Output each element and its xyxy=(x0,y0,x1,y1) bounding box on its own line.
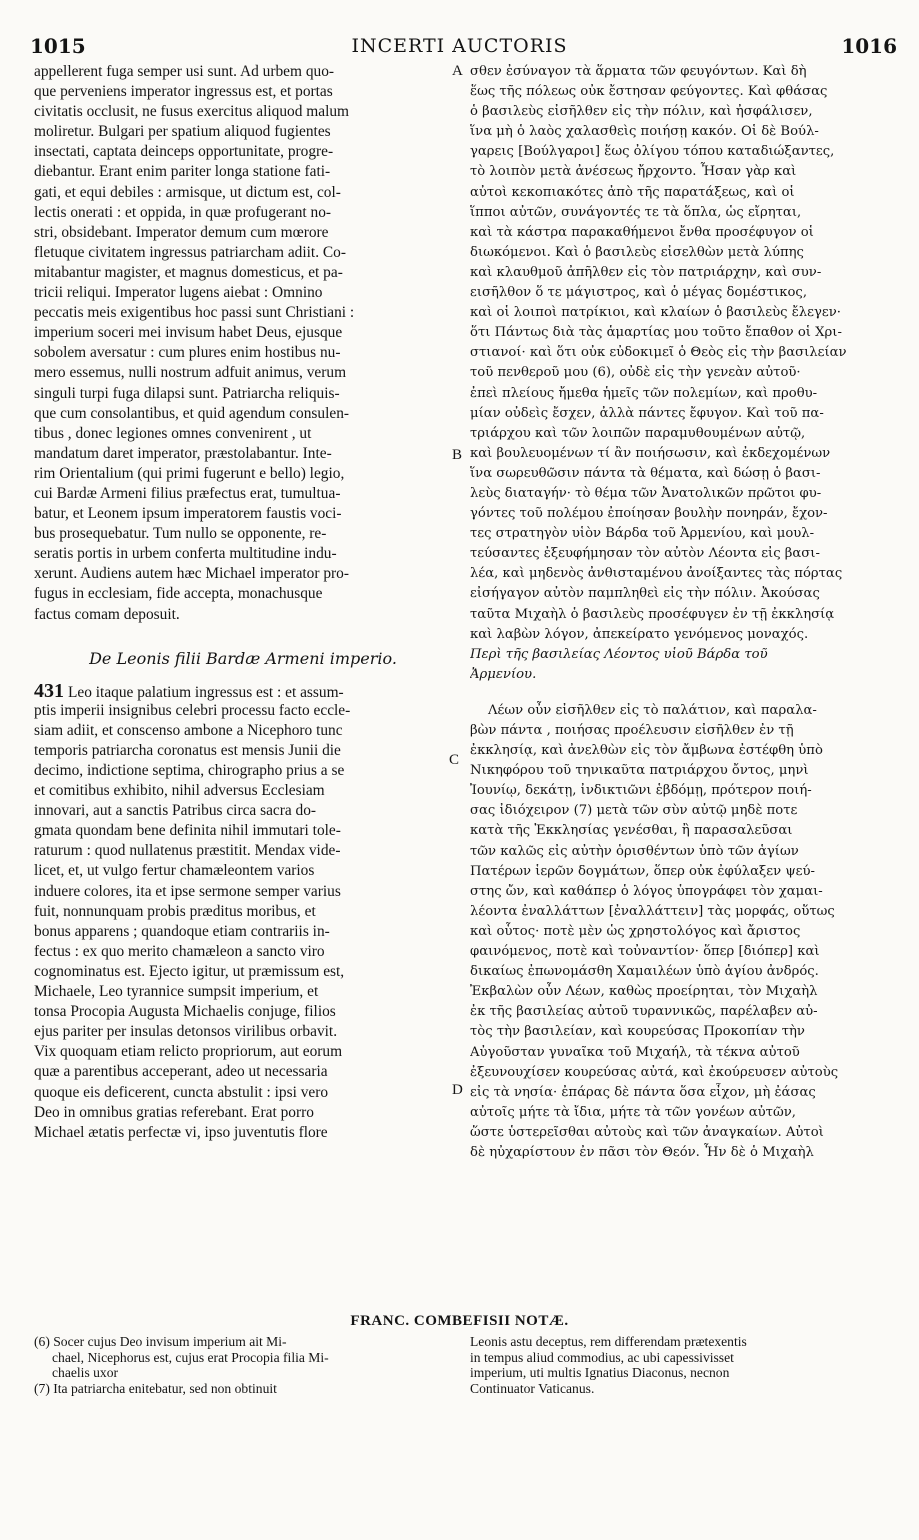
text-line: Πατέρων ἱερῶν δογμάτων, ὅπερ οὐκ ἐφύλαξεν ψεύ- xyxy=(470,863,815,879)
text-line: τεύσαντες ἐξευφήμησαν τὸν αὐτὸν Λέοντα εἰς βασι- xyxy=(470,546,820,562)
text-line: que cum consolantibus, et quid agendum consulen- xyxy=(34,404,350,422)
text-line: καὶ βουλευομένων τί ἂν ποιήσωσιν, καὶ ἐκδεχομένων xyxy=(470,445,831,461)
text-line: tibus , donec legiones omnes convenirent , ut xyxy=(34,424,312,442)
text-line: Vix quoquam etiam relicto propriorum, aut eorum xyxy=(34,1043,343,1061)
margin-marker-b: B xyxy=(452,447,463,463)
text-line: στης ὤν, καὶ καθάπερ ὁ λόγος ὑπογράφει τὸν χαμαι- xyxy=(470,883,823,899)
text-line: φαινόμενος, ποτὲ καὶ τοὐναντίον· ὅπερ [διόπερ] καὶ xyxy=(470,944,820,960)
text-line: appellerent fuga semper usi sunt. Ad urbem quo- xyxy=(34,63,335,80)
text-line: cui Bardæ Armeni filius præfectus erat, tumultua- xyxy=(34,484,341,502)
text-line: Αὐγοῦσταν γυναῖκα τοῦ Μιχαήλ, τὰ τέκνα αὐτοῦ xyxy=(470,1044,800,1060)
text-line: δὲ ηὐχαρίστουν ἐν πᾶσι τὸν Θεόν. Ἦν δὲ ὁ Μιχαὴλ xyxy=(470,1144,814,1160)
text-line: τοῦ πενθεροῦ μου (6), οὐδὲ εἰς τὴν γενεὰν αὐτοῦ· xyxy=(470,365,801,381)
text-line: xerunt. Audiens autem hæc Michael imperator pro- xyxy=(34,565,349,583)
section-title-line: Ἀρμενίου. xyxy=(470,666,537,682)
text-line: γόντες τοῦ πολέμου ἐποίησαν βουλὴν πονηράν, ἔχον- xyxy=(470,506,828,522)
text-line: gmata quondam bene definita nihil immutari tole- xyxy=(34,822,341,840)
text-line: innovari, aut a sanctis Patribus circa sacra do- xyxy=(34,802,317,820)
text-line: bus prosequebatur. Tum nullo se opponente, re- xyxy=(34,525,327,543)
text-line: τῶν καλῶς εἰς αὐτὴν ὁρισθέντων ὑπὸ τῶν ἁγίων xyxy=(470,843,799,859)
running-header xyxy=(0,34,919,60)
text-line: quæ a parentibus acceperant, adeo ut necessaria xyxy=(34,1063,328,1081)
text-line: λεὺς διαταγήν· τὸ θέμα τῶν Ἀνατολικῶν πρῶτοι φυ- xyxy=(470,485,822,501)
text-line: σθεν ἐσύναγον τὰ ἅρματα τῶν φευγόντων. Καὶ δὴ xyxy=(470,64,807,79)
text-line: ὥστε ὑστερεῖσθαι αὐτοὺς καὶ τῶν ἀναγκαίων. Αὐτοὶ xyxy=(470,1124,824,1140)
text-line: Ἐκβαλὼν οὖν Λέων, καθὼς προείρηται, τὸν Μιχαὴλ xyxy=(470,984,818,1000)
text-line-content: Leo itaque palatium ingressus est : et assum- xyxy=(68,683,344,701)
text-line: καὶ οὗτος· ποτὲ μὲν ὡς χρηστολόγος καὶ ἄριστος xyxy=(470,923,801,939)
text-line: moliretur. Bulgari per spatium aliquod fugientes xyxy=(34,123,331,141)
text-line: stri, obsidebant. Imperator demum cum mœrore xyxy=(34,223,329,241)
notes-heading: FRANC. COMBEFISII NOTÆ. xyxy=(350,1313,569,1329)
notes-right-column xyxy=(470,1334,888,1396)
text-line: λέοντα ἐναλλάττων [ἐναλλάττειν] τὰς μορφάς, οὕτως xyxy=(470,903,835,919)
text-line: insectati, captata deinceps opportunitate, progre- xyxy=(34,143,334,161)
text-line: Λέων οὖν εἰσῆλθεν εἰς τὸ παλάτιον, καὶ παραλα- xyxy=(488,702,817,718)
margin-marker-d: D xyxy=(452,1082,463,1098)
section-number: 431 xyxy=(34,680,64,701)
text-line: εἰς τὰ νησία· ἐπάρας δὲ πάντα ὅσα εἶχον, μὴ ἐάσας xyxy=(470,1084,816,1100)
text-line: decimo, indictione septima, chirographo prius a se xyxy=(34,762,345,779)
note-line: (6) Socer cujus Deo invisum imperium ait Mi- xyxy=(34,1334,287,1349)
text-line: bonus apparens ; quandoque etiam contrariis in- xyxy=(34,922,330,940)
text-line: tonsa Procopia Augusta Michaelis conjuge, filios xyxy=(34,1003,336,1021)
greek-column xyxy=(470,62,885,1163)
margin-marker-a: A xyxy=(452,63,463,79)
text-line: diebantur. Erant enim pariter longa statione fati- xyxy=(34,163,331,181)
latin-section-title: De Leonis filii Bardæ Armeni imperio. xyxy=(89,648,397,668)
text-line: διωκόμενοι. Καὶ ὁ βασιλεὺς εἰσελθὼν μετὰ λύπης xyxy=(470,244,804,260)
text-line: ἐπεὶ πλείους ἤμεθα ἡμεῖς τῶν πολεμίων, καὶ προθυ- xyxy=(470,385,818,401)
text-line: factus comam deposuit. xyxy=(34,605,180,623)
latin-column xyxy=(34,62,452,1143)
text-line: ἐκ τῆς βασιλείας αὐτοῦ τυραννικῶς, παρέλαβεν αὐ- xyxy=(470,1004,818,1020)
running-title: INCERTI AUCTORIS xyxy=(351,35,568,57)
text-line: induere colores, ita et ipse sermone semper varius xyxy=(34,882,341,900)
text-line: καὶ λαβὼν λόγον, ἀπεκείρατο γενόμενος μοναχός. xyxy=(470,626,809,642)
text-line: ἕως τῆς πόλεως οὐκ ἔστησαν φεύγοντες. Καὶ φθάσας xyxy=(470,84,828,100)
text-line: fectus : ex quo merito chamæleon a sancto viro xyxy=(34,942,325,960)
text-line: cognominatus est. Ejecto igitur, ut præmissum est, xyxy=(34,962,345,980)
text-line: Michaele, Leo tyrannice sumpsit imperium, et xyxy=(34,983,319,1001)
text-line: καὶ οἱ λοιποὶ πατρίκιοι, καὶ κλαίων ὁ βασιλεὺς ἔλεγεν· xyxy=(470,305,841,321)
greek-section-title xyxy=(470,645,885,685)
text-line: ἐκκλησίᾳ, καὶ ἀνελθὼν εἰς τὸν ἄμβωνα ἐστέφθη ὑπὸ xyxy=(470,743,823,759)
text-line: ὅτι Πάντως διὰ τὰς ἁμαρτίας μου τοῦτο ἔπαθον οἱ Χρι- xyxy=(470,325,842,341)
text-line: peccatis meis exigentibus hoc passi sunt Christiani : xyxy=(34,304,355,322)
text-line: mero essemus, nulli nostrum adfuit animus, verum xyxy=(34,364,347,382)
page-number-right: 1016 xyxy=(841,34,897,58)
text-line: ἐξευνουχίσεν κουρεύσας αὐτά, καὶ ἐκούρευσεν αὐτοὺς xyxy=(470,1064,839,1080)
note-line: chaelis uxor xyxy=(52,1365,119,1380)
text-line: δικαίως ἐπωνομάσθη Χαμαιλέων ὑπὸ ἁγίου ἀνδρός. xyxy=(470,964,819,980)
text-line: sobolem aversatur : cum plures enim hostibus nu- xyxy=(34,344,341,362)
greek-bottom-text xyxy=(470,701,885,1163)
text-line: mitabantur magister, et magnus domesticus, et pa- xyxy=(34,263,343,281)
text-line: Νικηφόρου τοῦ τηνικαῦτα πατριάρχου ὄντος, μηνὶ xyxy=(470,763,809,779)
text-line xyxy=(34,681,452,701)
text-line: ptis imperii insignibus celebri processu facto eccle- xyxy=(34,701,351,719)
text-line: temporis patriarcha coronatus est mensis Junii die xyxy=(34,741,341,759)
text-line: τες στρατηγὸν υἱὸν Βάρδα τοῦ Ἀρμενίου, καὶ μουλ- xyxy=(470,526,815,542)
text-line: τὸς τὴν βασιλείαν, καὶ κουρεύσας Προκοπίαν τὴν xyxy=(470,1024,805,1040)
text-line: Michael ætatis perfectæ vi, ipso juventutis flore xyxy=(34,1123,328,1141)
text-line: καὶ τὰ κάστρα παρακαθήμενοι ἔνθα προσέφυγον οἱ xyxy=(470,224,814,240)
text-line: αὐτοὶ κεκοπιακότες ἀπὸ τῆς παρατάξεως, καὶ οἱ xyxy=(470,184,795,200)
text-line: ejus pariter per insulas detonsos virilibus orbavit. xyxy=(34,1023,338,1041)
text-line: γαρεις [Βούλγαροι] ἕως ὀλίγου τόπου καταδιώξαντες, xyxy=(470,144,835,160)
text-line: ἵνα σωρευθῶσιν πάντα τὰ θέματα, καὶ δώσῃ ὁ βασι- xyxy=(470,465,821,481)
text-line: licet, et, ut vulgo fertur chamæleontem varios xyxy=(34,862,315,880)
text-line: fugus in ecclesiam, fide accepta, monachusque xyxy=(34,585,323,603)
note-line: Leonis astu deceptus, rem differendam prætexentis xyxy=(470,1334,747,1349)
text-line: ὁ βασιλεὺς εἰσῆλθεν εἰς τὴν πόλιν, καὶ ἠσφάλισεν, xyxy=(470,104,813,120)
text-line: gati, et equi debiles : armisque, ut dictum est, col- xyxy=(34,183,341,201)
text-line: τὸ λοιπὸν μετὰ ἀνέσεως ἤρχοντο. Ἦσαν γὰρ καὶ xyxy=(470,164,797,180)
text-line: αὐτοῖς μήτε τὰ ἴδια, μήτε τὰ τῶν γονέων αὐτῶν, xyxy=(470,1104,796,1120)
text-line: quoque eis deficerent, cuncta abstulit : ipsi vero xyxy=(34,1083,329,1101)
page-number-left: 1015 xyxy=(30,34,86,58)
note-line: imperium, uti multis Ignatius Diaconus, necnon xyxy=(470,1365,730,1380)
text-line: εισῆλθον ὅ τε μάγιστρος, καὶ ὁ μέγας δομέστικος, xyxy=(470,285,808,301)
text-line: στιανοί· καὶ ὅτι οὐκ εὐδοκιμεῖ ὁ Θεὸς εἰς τὴν βασιλείαν xyxy=(470,345,847,361)
text-line: καὶ κλαυθμοῦ ἀπῆλθεν εἰς τὸν πατριάρχην, καὶ συν- xyxy=(470,264,822,280)
text-line: civitatis occlusit, ne fusus exercitus aliquod malum xyxy=(34,103,350,121)
text-line: fuit, nonnunquam probis præditus moribus, et xyxy=(34,902,316,920)
text-line: lectis onerati : et oppida, in quæ profugerant no- xyxy=(34,203,332,221)
text-line: fletuque civitatem ingressus patriarcham adiit. Co- xyxy=(34,243,346,261)
text-line: siam adiit, et conscenso ambone a Nicephoro tunc xyxy=(34,721,343,739)
latin-bottom-text xyxy=(34,681,452,1143)
note-line: chael, Nicephorus est, cujus erat Procopia filia Mi- xyxy=(52,1349,329,1365)
text-line: Ἰουνίῳ, δεκάτῃ, ἰνδικτιῶνι ἑβδόμῃ, πρότερον ποιή- xyxy=(470,783,812,799)
text-line: seratis portis in urbem conferta multitudine indu- xyxy=(34,545,337,563)
latin-top-text xyxy=(34,62,452,625)
notes-left-column xyxy=(34,1334,452,1396)
text-line: μίαν οὐδεὶς ἔσχεν, ἀλλὰ πάντες ἔφυγον. Καὶ τοῦ πα- xyxy=(470,405,824,421)
greek-top-text xyxy=(470,62,885,645)
text-line: ἵπποι αὐτῶν, συνάγοντές τε τὰ ὅπλα, ὡς εἴρηται, xyxy=(470,204,802,220)
text-line: εἰσήγαγον αὐτὸν παμπληθεὶ εἰς τὴν πόλιν. Ἀκούσας xyxy=(470,586,820,602)
text-line: singuli turpi fuga dilapsi sunt. Patriarcha reliquis- xyxy=(34,384,340,402)
text-line: τριάρχου καὶ τῶν λοιπῶν παραμυθουμένων αὐτῷ, xyxy=(470,425,806,441)
text-line: raturum : quod nullatenus præstitit. Mendax vide- xyxy=(34,842,341,860)
text-line: σας ἰδιόχειρον (7) μετὰ τῶν σὺν αὐτῷ μηδὲ ποτε xyxy=(470,803,798,819)
note-line: Continuator Vaticanus. xyxy=(470,1380,595,1396)
note-line: in tempus aliud commodius, ac ubi capessivisset xyxy=(470,1349,734,1365)
margin-marker-c: C xyxy=(449,752,460,768)
note-line: (7) Ita patriarcha enitebatur, sed non obtinuit xyxy=(34,1380,277,1396)
text-line: et comitibus exhibito, nihil adversus Ecclesiam xyxy=(34,782,325,800)
text-line: que perveniens imperator ingressus est, et portas xyxy=(34,83,333,101)
text-line: tricii reliqui. Imperator lugens aiebat : Omnino xyxy=(34,284,323,302)
text-line: Deo in omnibus gratias referebant. Erat porro xyxy=(34,1103,314,1121)
text-line: imperium soceri mei invisum habet Deus, ejusque xyxy=(34,324,343,342)
text-line: mandatum daret imperator, præstolabantur. Inte- xyxy=(34,444,332,462)
text-line: batur, et Leonem ipsum imperatorem faustis voci- xyxy=(34,505,342,523)
section-title-line: Περὶ τῆς βασιλείας Λέοντος υἱοῦ Βάρδα τοῦ xyxy=(470,646,768,662)
text-line: λέα, καὶ μηδενὸς ἀνθισταμένου ἀνοίξαντες τὰς πόρτας xyxy=(470,566,843,582)
editor-notes xyxy=(0,1310,919,1396)
text-line: rim Orientalium (qui primi fugerunt e bello) legio, xyxy=(34,464,345,482)
text-line: κατὰ τῆς Ἐκκλησίας γενέσθαι, ἢ παρασαλεῦσαι xyxy=(470,823,793,839)
text-line: ἵνα μὴ ὁ λαὸς χαλασθεὶς ποιήσῃ κακόν. Οἱ δὲ Βούλ- xyxy=(470,124,819,140)
text-line: βὼν πάντα , ποιήσας προέλευσιν εἰσῆλθεν ἐν τῇ xyxy=(470,723,794,738)
text-line: ταῦτα Μιχαὴλ ὁ βασιλεὺς προσέφυγεν ἐν τῇ ἐκκλησίᾳ xyxy=(470,606,835,622)
